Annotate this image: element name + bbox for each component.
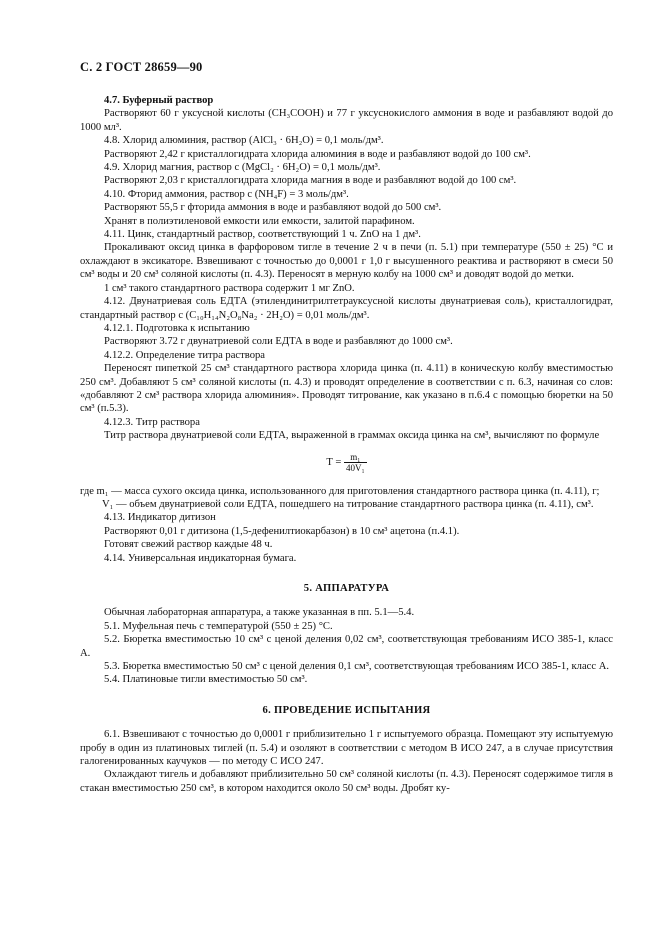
- paragraph-5-3: 5.3. Бюретка вместимостью 50 см³ с ценой деления 0,1 см³, соответствующая требованиям ИСО 385-1, класс А.: [104, 661, 610, 673]
- section-6-title: 6. ПРОВЕДЕНИЕ ИСПЫТАНИЯ: [262, 704, 431, 716]
- where-v1: [80, 498, 613, 511]
- paragraph-6-1: 6.1. Взвешивают с точностью до 0,0001 г приблизительно 1 г испытуемого образца. Помещают эту испытуемую пробу в один из платиновых тиглей (п. 5.4) и озоляют в соответствии с методом В ИСО 247, а в случае присутствия галогенированных каучуков — по методу С ИСО 247.: [80, 729, 613, 768]
- paragraph-4-11-text: Прокаливают оксид цинка в фарфоровом тигле в течение 2 ч в печи (п. 5.1) при температуре (550 ± 25) °С и охлаждают в эксикаторе. Взвешивают с точностью до 0,0001 г 1,0 г высушенного реактива и растворяют в смеси 50 см³ воды и 20 см³ соляной кислоты (п. 4.3). Переносят в мерную колбу на 1000 см³ и доводят водой до метки.: [80, 242, 613, 281]
- paragraph-4-11: 4.11. Цинк, стандартный раствор, соответствующий 1 ч. ZnO на 1 дм³.: [104, 229, 421, 241]
- paragraph-6-1-cont: Охлаждают тигель и добавляют приблизительно 50 см³ соляной кислоты (п. 4.3). Переносят содержимое тигля в стакан вместимостью 250 см³, в котором находится около 50 см³ воды. Дробят ку-: [80, 769, 613, 794]
- page-content: [80, 94, 613, 795]
- paragraph-4-13: 4.13. Индикатор дитизон: [104, 512, 216, 524]
- page-header: С. 2 ГОСТ 28659—90: [80, 60, 203, 74]
- paragraph-5-1: 5.1. Муфельная печь с температурой (550 ± 25) °С.: [104, 620, 333, 632]
- formula-fraction: [344, 452, 367, 473]
- paragraph-4-12-3-text: Титр раствора двунатриевой соли ЕДТА, выраженной в граммах оксида цинка на см³, вычисляют по формуле: [104, 430, 600, 442]
- paragraph-4-12-2: 4.12.2. Определение титра раствора: [104, 349, 265, 361]
- paragraph-4-12-1: 4.12.1. Подготовка к испытанию: [104, 322, 250, 334]
- paragraph-4-11-content: 1 см³ такого стандартного раствора содержит 1 мг ZnO.: [104, 282, 355, 294]
- paragraph-5-2: 5.2. Бюретка вместимостью 10 см³ с ценой деления 0,02 см³, соответствующая требованиям ИСО 385-1, класс А.: [80, 634, 613, 659]
- paragraph-4-14: 4.14. Универсальная индикаторная бумага.: [104, 552, 297, 564]
- titer-formula: [80, 452, 613, 473]
- where-m1-label: где m₁ —: [80, 485, 125, 497]
- formula-numerator: m₁: [344, 452, 367, 463]
- where-m1-text: масса сухого оксида цинка, использованного для приготовления стандартного раствора цинка (п. 4.11), г;: [124, 485, 600, 497]
- paragraph-4-9-text: Растворяют 2,03 г кристаллогидрата хлорида магния в воде и разбавляют водой до 100 см³.: [104, 175, 517, 187]
- paragraph-4-7: Растворяют 60 г уксусной кислоты (CH₃COOH) и 77 г уксуснокислого аммония в воде и разбавляют водой до 1000 мл³.: [80, 108, 613, 133]
- paragraph-5-4: 5.4. Платиновые тигли вместимостью 50 см³.: [104, 674, 308, 686]
- paragraph-4-10-text: Растворяют 55,5 г фторида аммония в воде и разбавляют водой до 500 см³.: [104, 202, 442, 214]
- section-5-intro: Обычная лабораторная аппаратура, а также указанная в пп. 5.1—5.4.: [104, 607, 415, 619]
- paragraph-4-13-fresh: Готовят свежий раствор каждые 48 ч.: [104, 539, 273, 551]
- paragraph-4-12: 4.12. Двунатриевая соль ЕДТА (этилендинитрилтетрауксусной кислоты двунатриевая соль), кристаллогидрат, стандартный раствор c (C₁₀H₁₄N₂O₈Na₂ · 2H₂O) = 0,01 моль/дм³.: [80, 296, 613, 321]
- paragraph-4-8: 4.8. Хлорид алюминия, раствор (AlCl₃ · 6H₂O) = 0,1 моль/дм³.: [104, 135, 384, 147]
- paragraph-4-10: 4.10. Фторид аммония, раствор c (NH₄F) = 3 моль/дм³.: [104, 188, 349, 200]
- section-5-title: 5. АППАРАТУРА: [303, 583, 390, 594]
- where-m1: [80, 485, 613, 498]
- formula-denominator: 40V₁: [345, 462, 365, 473]
- where-v1-label: V₁ —: [102, 498, 130, 510]
- paragraph-4-12-1-text: Растворяют 3.72 г двунатриевой соли ЕДТА в воде и разбавляют до 1000 см³.: [104, 336, 453, 348]
- formula-lhs: T =: [326, 456, 342, 468]
- paragraph-4-9: 4.9. Хлорид магния, раствор c (MgCl₂ · 6H₂O) = 0,1 моль/дм³.: [104, 162, 381, 174]
- paragraph-4-12-3: 4.12.3. Титр раствора: [104, 416, 200, 428]
- where-v1-text: объем двунатриевой соли ЕДТА, пошедшего на титрование стандартного раствора цинка (п. 4.11), см³.: [129, 498, 594, 510]
- paragraph-4-13-text: Растворяют 0,01 г дитизона (1,5-дефенилтиокарбазон) в 10 см³ ацетона (п.4.1).: [104, 525, 460, 537]
- section-4-7-title: 4.7. Буферный раствор: [104, 95, 214, 106]
- paragraph-4-10-store: Хранят в полиэтиленовой емкости или емкости, залитой парафином.: [104, 215, 415, 227]
- paragraph-4-8-text: Растворяют 2,42 г кристаллогидрата хлорида алюминия в воде и разбавляют водой до 100 см³.: [104, 148, 531, 160]
- paragraph-4-12-2-text: Переносят пипеткой 25 см³ стандартного раствора хлорида цинка (п. 4.11) в коническую колбу вместимостью 250 см³. Добавляют 5 см³ соляной кислоты (п. 4.3) и проводят определение в соответствии с п. 6.3, начиная со слов: «добавляют 2 см³ раствора хлорида алюминия». Проводят титрование, как указано в п.6.4 с помощью бюретки на 50 см³ (п.5.3).: [80, 363, 613, 415]
